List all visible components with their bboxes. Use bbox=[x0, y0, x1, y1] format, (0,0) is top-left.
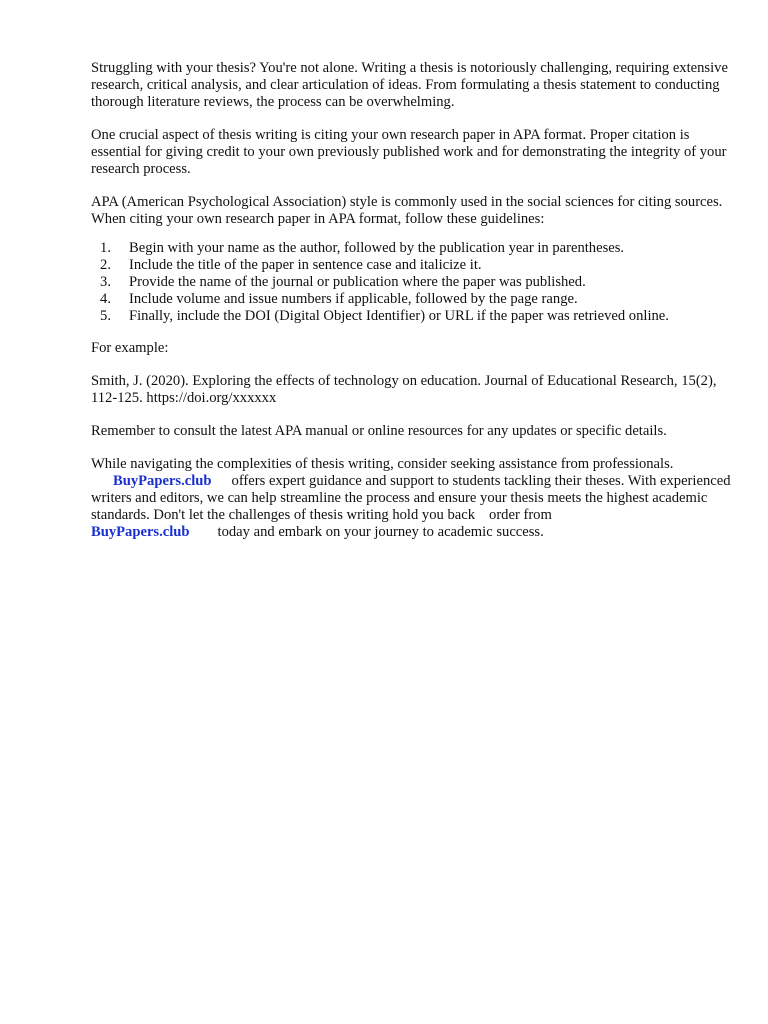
closing-text-part3: order from bbox=[489, 507, 552, 523]
reminder-paragraph: Remember to consult the latest APA manual or online resources for any updates or specific details. bbox=[91, 423, 667, 439]
buypapers-link[interactable]: BuyPapers.club bbox=[113, 473, 212, 489]
list-item-number: 3. bbox=[100, 274, 111, 290]
list-item bbox=[91, 274, 731, 291]
list-item-text: Finally, include the DOI (Digital Object Identifier) or URL if the paper was retrieved online. bbox=[129, 308, 669, 324]
apa-paragraph: APA (American Psychological Association) style is commonly used in the social sciences for citing sources. When citing your own research paper in APA format, follow these guidelines: bbox=[91, 194, 723, 227]
document-page bbox=[91, 60, 731, 557]
list-item-number: 4. bbox=[100, 291, 111, 307]
list-item-number: 2. bbox=[100, 257, 111, 273]
example-label: For example: bbox=[91, 340, 169, 356]
intro-paragraph: Struggling with your thesis? You're not alone. Writing a thesis is notoriously challenging, requiring extensive research, critical analysis, and clear articulation of ideas. From formulating a thesis statement to conducting thorough literature reviews, the process can be overwhelming. bbox=[91, 60, 728, 110]
list-item-number: 1. bbox=[100, 240, 111, 256]
list-item-text: Provide the name of the journal or publication where the paper was published. bbox=[129, 274, 586, 290]
list-item bbox=[91, 291, 731, 308]
list-item-number: 5. bbox=[100, 308, 111, 324]
list-item-text: Begin with your name as the author, followed by the publication year in parentheses. bbox=[129, 240, 625, 256]
list-item bbox=[91, 257, 731, 274]
list-item-text: Include volume and issue numbers if applicable, followed by the page range. bbox=[129, 291, 578, 307]
buypapers-link-2[interactable]: BuyPapers.club bbox=[91, 524, 190, 540]
closing-text-part2: offers expert guidance and support to students tackling their theses. With experienced writers and editors, we can help streamline the process and ensure your thesis meets the highest academic standards. Don't let the challenges of thesis writing hold you back bbox=[91, 473, 731, 523]
list-item-text: Include the title of the paper in sentence case and italicize it. bbox=[129, 257, 482, 273]
citing-paragraph: One crucial aspect of thesis writing is citing your own research paper in APA format. Proper citation is essential for giving credit to your own previously published work and for demonstrating the integrity of your research process. bbox=[91, 127, 727, 177]
guidelines-list bbox=[91, 240, 731, 325]
list-item bbox=[91, 308, 731, 325]
closing-text-part1: While navigating the complexities of thesis writing, consider seeking assistance from professionals. bbox=[91, 456, 674, 472]
closing-paragraph bbox=[91, 456, 731, 541]
closing-text-part4: today and embark on your journey to academic success. bbox=[217, 524, 544, 540]
example-citation: Smith, J. (2020). Exploring the effects of technology on education. Journal of Educational Research, 15(2), 112-125. https://doi.org/xxxxxx bbox=[91, 373, 717, 406]
list-item bbox=[91, 240, 731, 257]
